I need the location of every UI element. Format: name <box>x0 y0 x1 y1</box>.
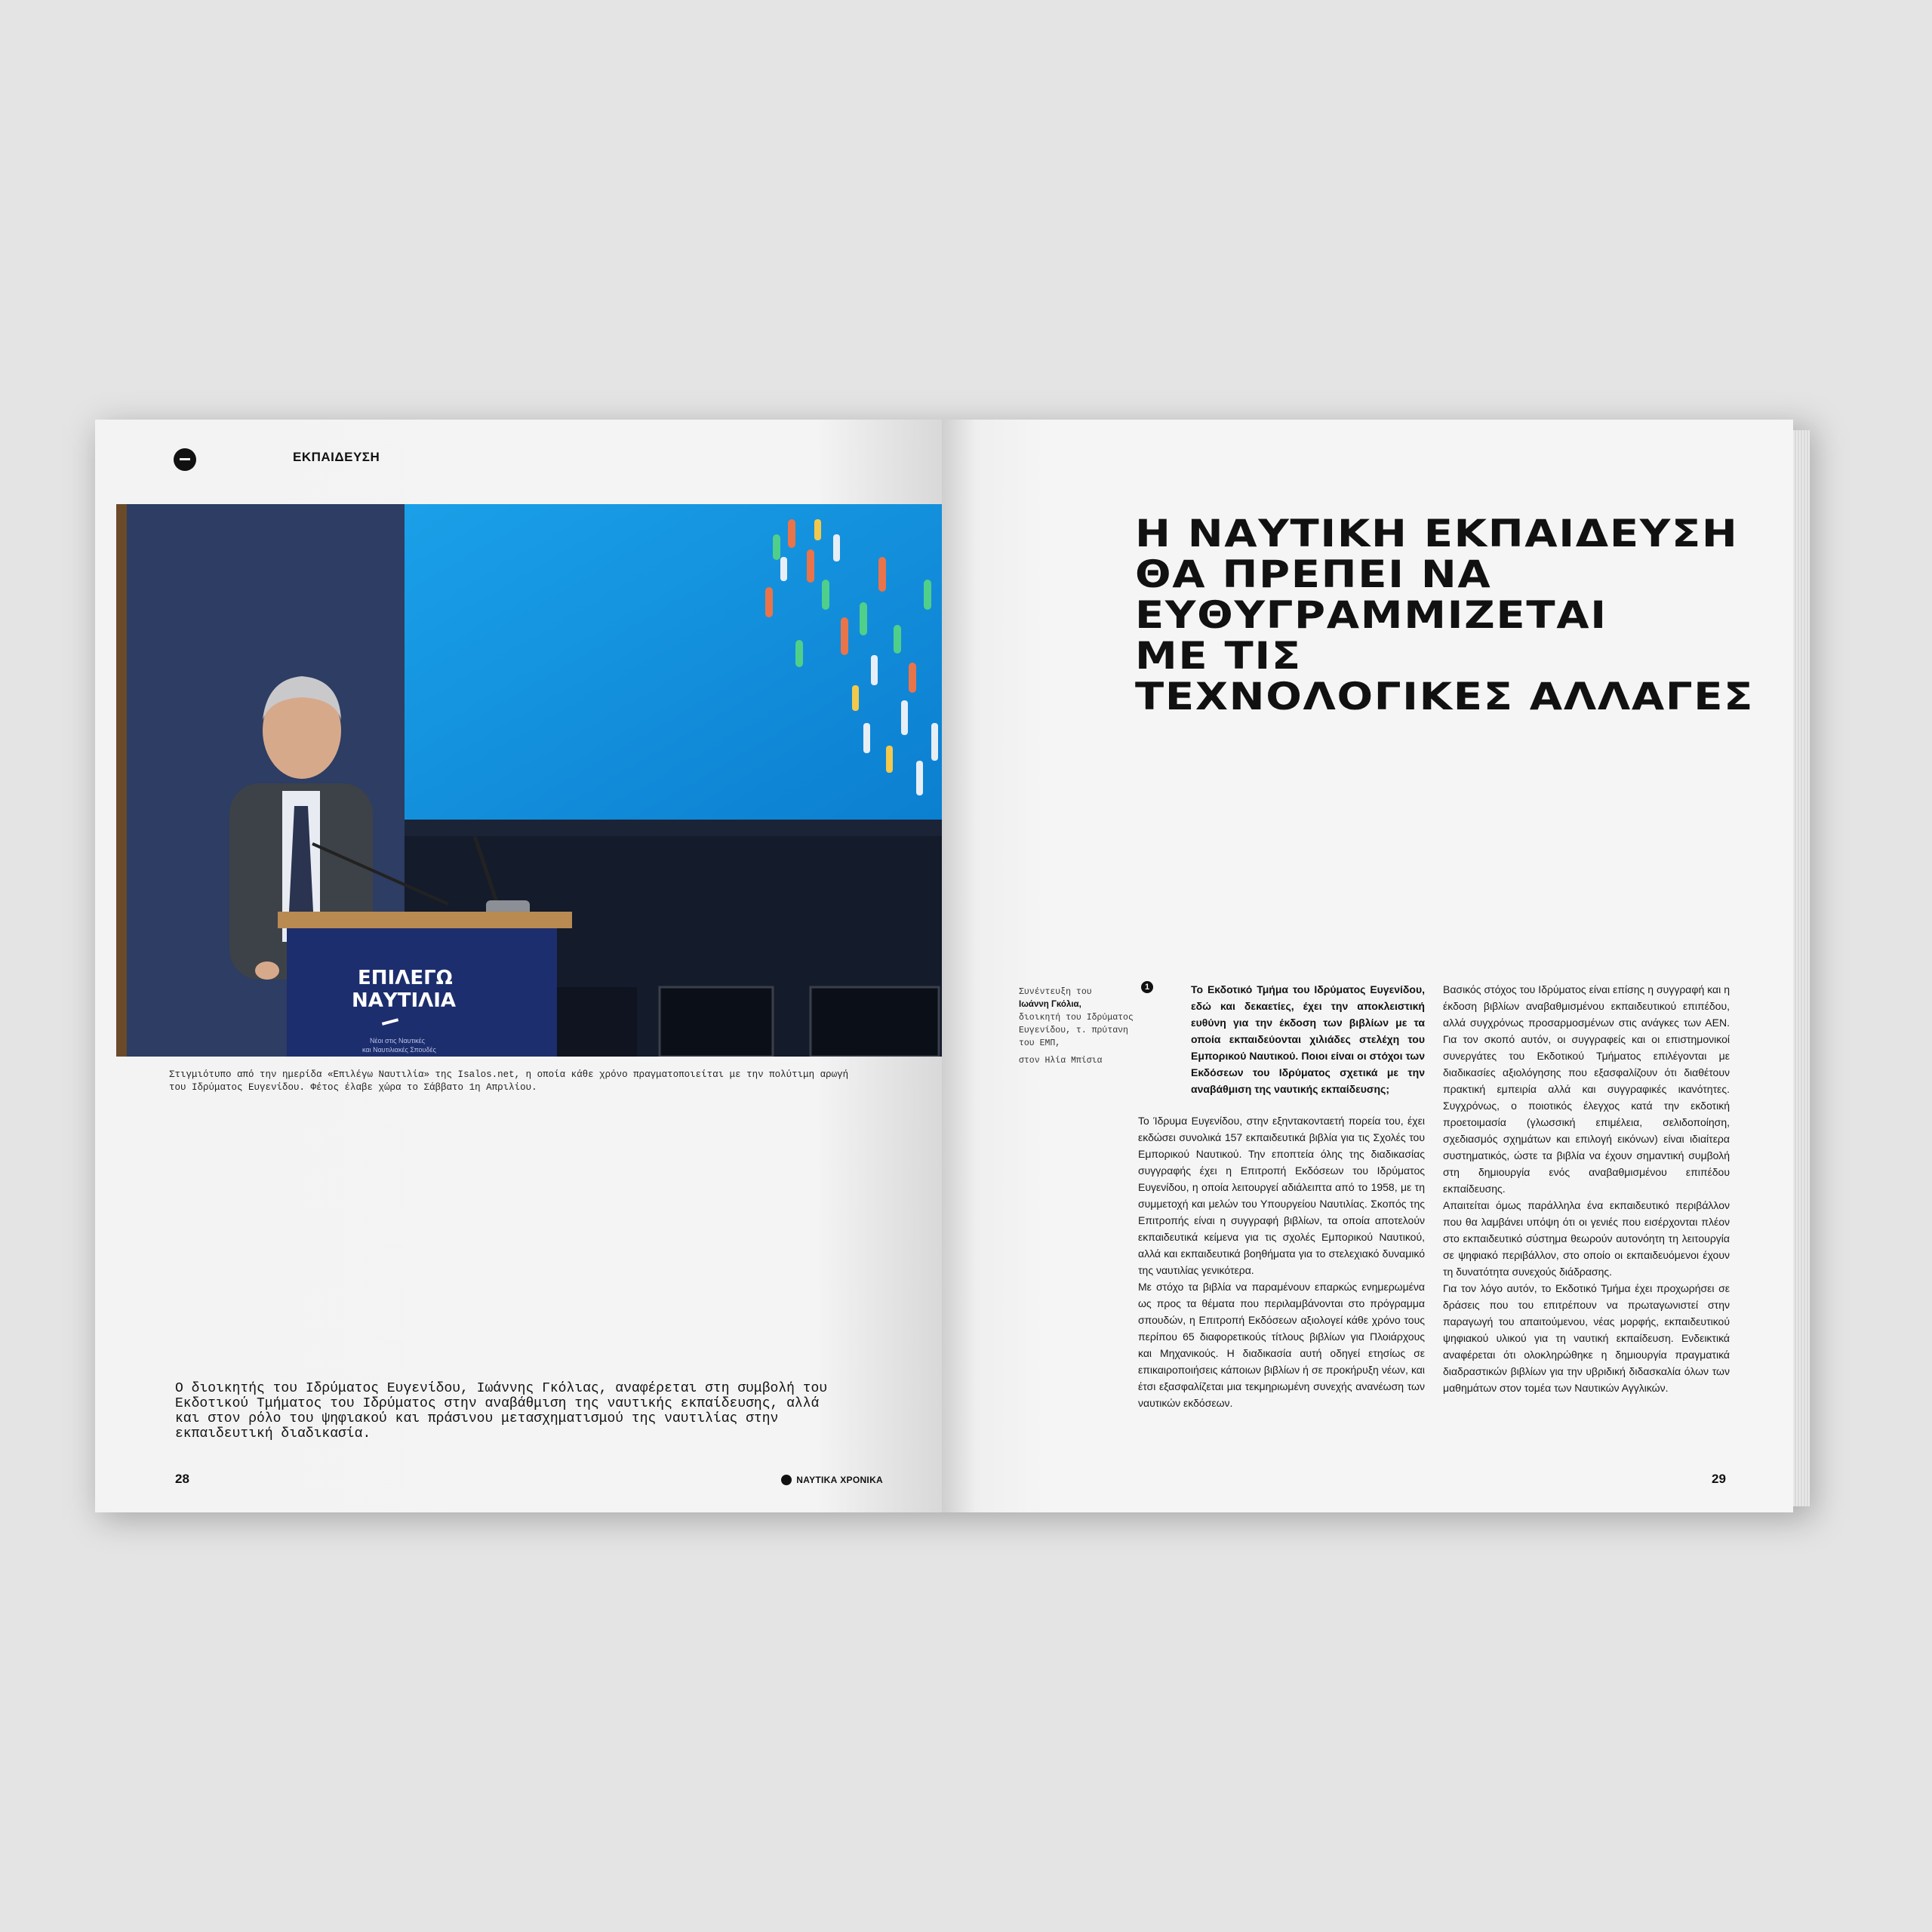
paragraph: Βασικός στόχος του Ιδρύματος είναι επίσης η συγγραφή και η έκδοση βιβλίων αναβαθμισμένου εκπαιδευτικού επιπέδου, αλλά συγχρόνως προσαρμοσμένων στις ανάγκες των ΑΕΝ. Για τον σκοπό αυτόν, οι συγγραφείς και οι επιστημονικοί συνεργάτες του Εκδοτικού Τμήματος επιλέγονται με διαδικασίες αξιολόγησης που εξασφαλίζουν ότι διαθέτουν πρακτική εμπειρία αλλά και συγγραφικές ικανότητες. Συγχρόνως, ο ποιοτικός έλεγχος κατά την εκδοτική προετοιμασία (γλωσσική επιμέλεια, σελιδοποίηση, σχεδιασμός σχημάτων και επιλογή εικόνων) είναι ιδιαίτερα συστηματικός, ώστε τα βιβλία να έχουν σημαντική συμβολή στη δημιουργία ενός αναβαθμισμένου επιπέδου εκπαίδευσης. <box>1443 983 1730 1195</box>
text-column-1 <box>1138 1112 1425 1411</box>
headline-line: Η ΝΑΥΤΙΚΗ ΕΚΠΑΙΔΕΥΣΗ <box>1135 512 1739 555</box>
credit-name: Ιωάννη Γκόλια, <box>1019 1000 1081 1009</box>
credit-intro: Συνέντευξη του <box>1019 987 1092 997</box>
paragraph: Το Ίδρυμα Ευγενίδου, στην εξηντακονταετή πορεία του, έχει εκδώσει συνολικά 157 εκπαιδευτικά βιβλία για τις Σχολές του Εμπορικού Ναυτικού. Την εποπτεία όλης της διαδικασίας συγγραφής έχει η Επιτροπή Εκδόσεων του Ιδρύματος Ευγενίδου, η οποία λειτουργεί αδιάλειπτα από το 1958, με τη συμμετοχή και μελών του Υπουργείου Ναυτιλίας. Σκοπός της Επιτροπής είναι η συγγραφή βιβλίων, τα οποία αποτελούν εκπαιδευτικά κείμενα για τις σχολές Εμπορικού Ναυτικού, αλλά και εκπαιδευτικά βοηθήματα για το στελεχιακό δυναμικό της ναυτιλίας γενικότερα. <box>1138 1115 1425 1276</box>
podium-subtitle-line1: Νέοι στις Ναυτικές <box>370 1037 425 1044</box>
brand-name: ΝΑΥΤΙΚΑ ΧΡΟΝΙΚΑ <box>796 1475 883 1485</box>
left-page <box>95 420 943 1512</box>
paragraph: Για τον λόγο αυτόν, το Εκδοτικό Τμήμα έχει προχωρήσει σε δράσεις που του επιτρέπουν να πρωταγωνιστεί στην παραγωγή του απαιτούμενου, νέας μορφής, εκπαιδευτικού ψηφιακού υλικού για τη ναυτική εκπαίδευση. Ενδεικτικά αναφέρεται ότι ολοκληρώθηκε η δημιουργία πραγματικά διαδραστικών βιβλίων για την υβριδική διδασκαλία όλων των μαθημάτων στον τομέα των Ναυτικών Αγγλικών. <box>1443 1282 1730 1394</box>
question-number-badge: 1 <box>1141 981 1153 993</box>
right-page <box>942 420 1793 1512</box>
event-photo <box>116 504 943 1057</box>
section-label: ΕΚΠΑΙΔΕΥΣΗ <box>293 450 380 464</box>
page-edges <box>1793 430 1810 1506</box>
magazine-brand <box>781 1475 883 1485</box>
brand-logo-icon <box>781 1475 792 1485</box>
headline-line: ΜΕ ΤΙΣ <box>1135 634 1302 678</box>
headline-line: ΕΥΘΥΓΡΑΜΜΙΖΕΤΑΙ <box>1135 593 1607 637</box>
podium-title-line1: ΕΠΙΛΕΓΩ <box>358 967 453 989</box>
photo-caption <box>169 1069 878 1094</box>
credit-role: διοικητή του Ιδρύματος Ευγενίδου, τ. πρύτανη του ΕΜΠ, <box>1019 1013 1134 1048</box>
podium-subtitle-line2: και Ναυτιλιακές Σπουδές <box>362 1046 436 1054</box>
page-number-left: 28 <box>175 1472 189 1486</box>
interview-credit <box>1019 986 1140 1067</box>
photo-caption-line1: Στιγμιότυπο από την ημερίδα «Επιλέγω Ναυτιλία» της Isalos.net, η οποία κάθε χρόνο πραγματοποιείται με την πολύτιμη αρωγή <box>169 1069 849 1080</box>
text-column-2 <box>1443 981 1730 1396</box>
photo-caption-line2: του Ιδρύματος Ευγενίδου. Φέτος έλαβε χώρα το Σάββατο 1η Απριλίου. <box>169 1082 537 1093</box>
headline-line: ΘΑ ΠΡΕΠΕΙ ΝΑ <box>1135 552 1492 596</box>
interview-question: Το Εκδοτικό Τμήμα του Ιδρύματος Ευγενίδου, εδώ και δεκαετίες, έχει την αποκλειστική ευθύνη για την έκδοση των βιβλίων με τα οποία εκπαιδεύονται χιλιάδες στελέχη του Εμπορικού Ναυτικού. Ποιοι είναι οι στόχοι των Εκδόσεων του Ιδρύματος σχετικά με την αναβάθμιση της ναυτικής εκπαίδευσης; <box>1191 983 1425 1095</box>
podium-title-line2: ΝΑΥΤΙΛΙΑ <box>352 989 457 1012</box>
paragraph: Απαιτείται όμως παράλληλα ένα εκπαιδευτικό περιβάλλον που θα λαμβάνει υπόψη ότι οι γενιές που εισέρχονται πλέον στο εκπαιδευτικό σύστημα θεωρούν αυτονόητη τη λειτουργία σε ψηφιακό περιβάλλον, στο οποίο οι εκπαιδευόμενοι έχουν τη δυνατότητα συνεχούς διάδρασης. <box>1443 1199 1730 1278</box>
page-number-right: 29 <box>1712 1472 1726 1486</box>
headline-line: ΤΕΧΝΟΛΟΓΙΚΕΣ ΑΛΛΑΓΕΣ <box>1135 675 1755 718</box>
credit-interviewer: στον Ηλία Μπίσια <box>1019 1056 1103 1066</box>
paragraph: Με στόχο τα βιβλία να παραμένουν επαρκώς ενημερωμένα ως προς τα θέματα που περιλαμβάνονται στο πρόγραμμα σπουδών, η Επιτροπή Εκδόσεων αξιολογεί κάθε χρόνο τους περίπου 65 διαφορετικούς τίτλους βιβλίων για Πλοιάρχους και Μηχανικούς. Η διαδικασία αυτή οδηγεί ετησίως σε επικαιροποιήσεις κάποιων βιβλίων ή σε προκήρυξη νέων, και έτσι εξασφαλίζεται μια τεκμηριωμένη συνεχής ανανέωση των ναυτικών εκδόσεων. <box>1138 1281 1425 1409</box>
article-headline <box>1135 513 1793 717</box>
event-photo-illustration <box>116 504 943 1057</box>
section-marker-icon <box>174 448 196 471</box>
article-lead: Ο διοικητής του Ιδρύματος Ευγενίδου, Ιωάννης Γκόλιας, αναφέρεται στη συμβολή του Εκδοτικού Τμήματος του Ιδρύματος στην αναβάθμιση της ναυτικής εκπαίδευσης, αλλά και στον ρόλο του ψηφιακού και πράσινου μετασχηματισμού της ναυτιλίας στην εκπαιδευτική διαδικασία. <box>175 1381 828 1441</box>
